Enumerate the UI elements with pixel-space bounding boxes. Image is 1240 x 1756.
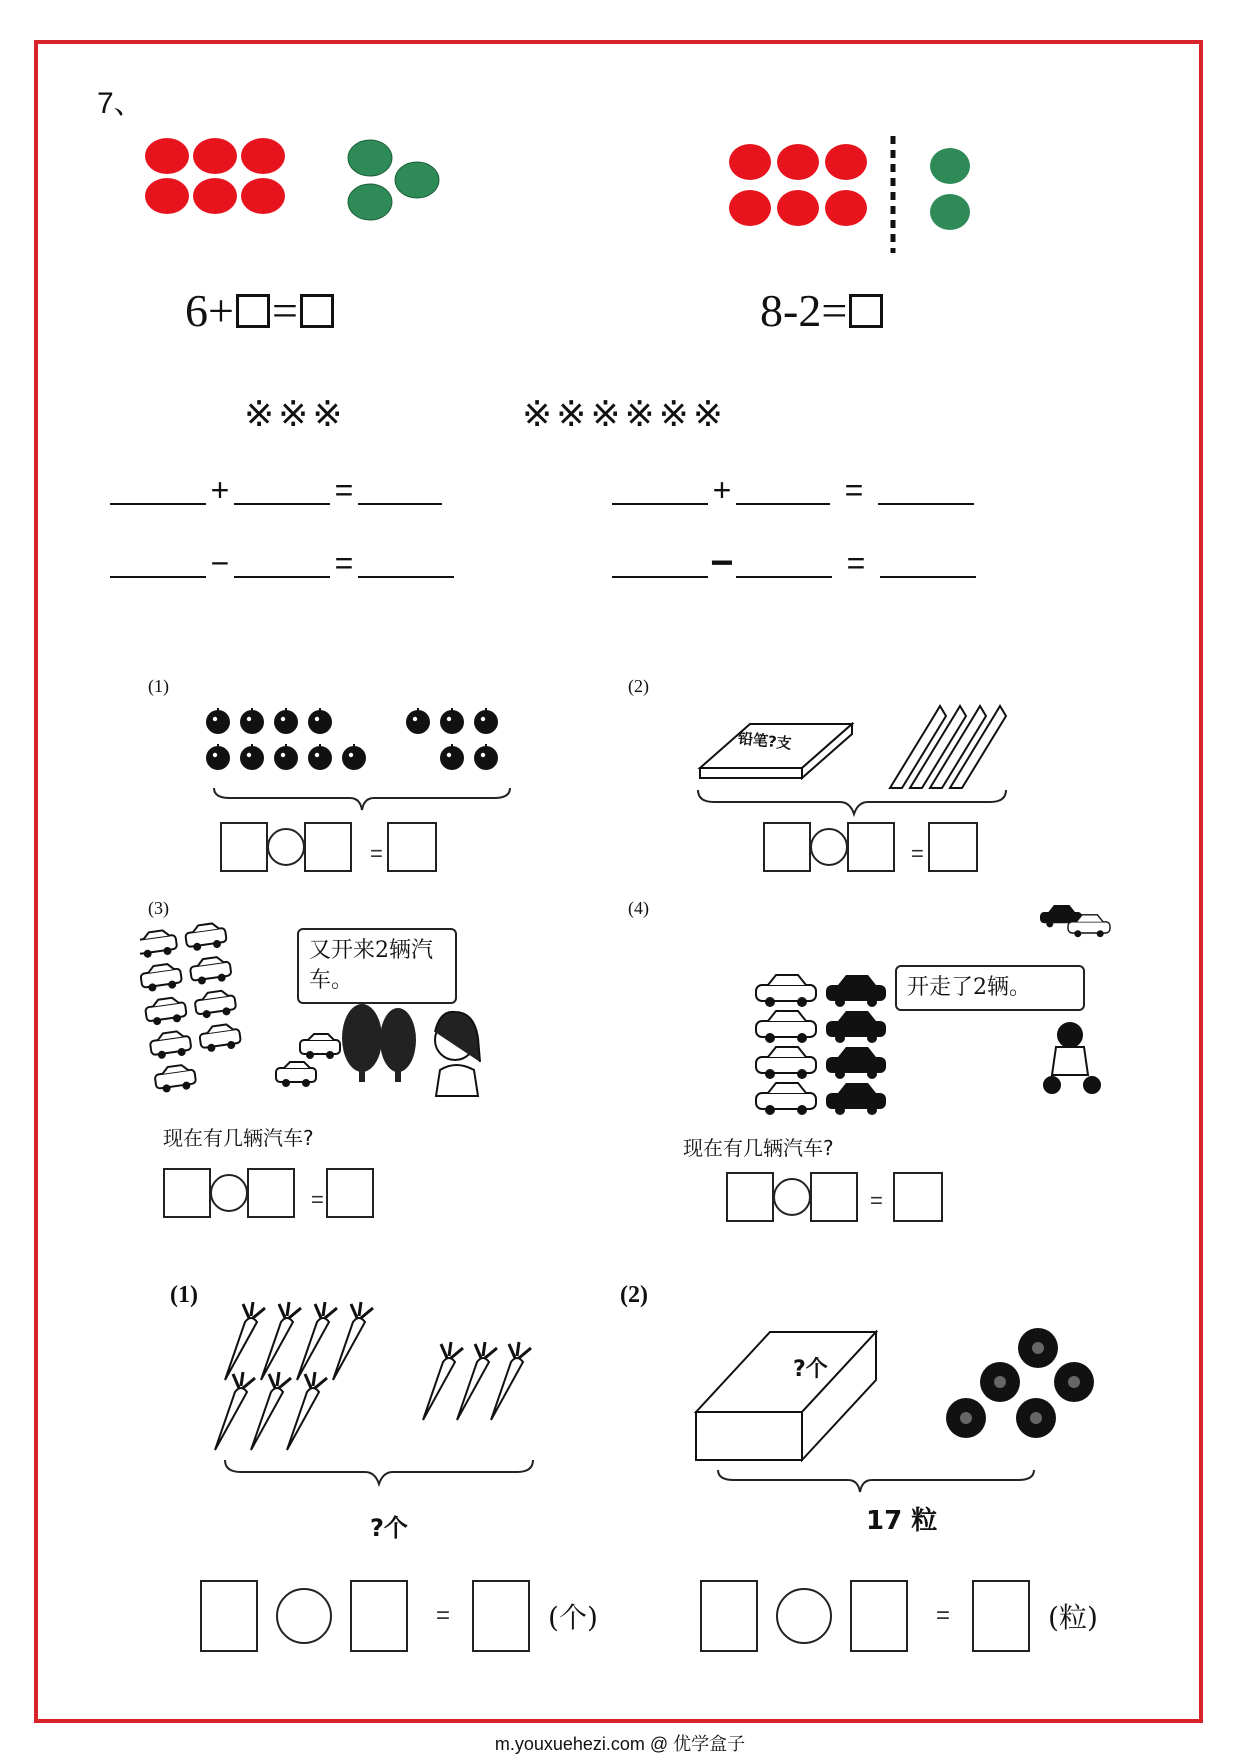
apples-illustration <box>200 700 520 820</box>
equals-sign: = <box>370 841 383 866</box>
brace <box>214 788 510 810</box>
equals-sign: = <box>846 545 866 581</box>
answer-box[interactable] <box>928 822 978 872</box>
operator-circle[interactable] <box>773 1178 811 1216</box>
carrots-illustration <box>205 1290 565 1490</box>
answer-box[interactable] <box>247 1168 295 1218</box>
red-dots <box>145 138 285 214</box>
arriving-cars <box>276 1034 340 1087</box>
answer-row-4 <box>726 1172 943 1222</box>
red-dot <box>729 190 771 226</box>
operator-circle[interactable] <box>276 1588 332 1644</box>
picture-label-c2: (2) <box>620 1282 648 1308</box>
apples-row-1 <box>206 708 498 734</box>
picture-label-1: (1) <box>148 676 169 696</box>
operator-circle[interactable] <box>210 1174 248 1212</box>
answer-blank[interactable] <box>612 574 708 578</box>
answer-row-2 <box>763 822 978 872</box>
red-dot <box>777 144 819 180</box>
green-dot <box>930 148 970 184</box>
equals-sign: = <box>436 1602 451 1629</box>
red-dot <box>729 144 771 180</box>
operator-circle[interactable] <box>776 1588 832 1644</box>
speech-text: 又开来2辆汽车。 <box>309 938 433 993</box>
carrots-group-right <box>423 1342 531 1420</box>
green-dot <box>348 184 392 220</box>
plus-sign: + <box>712 472 732 508</box>
carrots-group-left <box>215 1302 373 1450</box>
picture-label-2: (2) <box>628 676 649 696</box>
equation-right <box>760 284 883 337</box>
departing-cars <box>1040 905 1110 937</box>
answer-box[interactable] <box>726 1172 774 1222</box>
minus-sign: − <box>710 541 734 585</box>
bead-box-label: ?个 <box>793 1357 828 1382</box>
answer-blank[interactable] <box>110 574 206 578</box>
green-dot <box>930 194 970 230</box>
answer-box[interactable] <box>200 1580 258 1652</box>
unit-label: (个) <box>548 1601 598 1634</box>
dots-group-right <box>725 128 975 258</box>
answer-row-1 <box>220 822 437 872</box>
equals-sign: = <box>334 545 354 581</box>
blank-equation-sub-right <box>612 541 976 585</box>
marks-right: ※※※※※※ <box>522 394 727 435</box>
brace <box>718 1470 1034 1492</box>
answer-box[interactable] <box>700 1580 758 1652</box>
equals-sign: = <box>870 1188 883 1213</box>
parked-cars <box>140 922 246 1094</box>
blank-equation-add-right <box>612 472 974 508</box>
equation-left <box>185 284 334 337</box>
equals-sign: = <box>844 472 864 508</box>
blank-equation-sub-left <box>110 545 454 581</box>
answer-box[interactable] <box>893 1172 943 1222</box>
pencil-box-label: 铅笔?支 <box>737 729 793 753</box>
green-dot <box>395 162 439 198</box>
brace <box>698 790 1006 814</box>
girl <box>435 1012 480 1096</box>
equation-text: 6+ <box>185 285 234 336</box>
red-dot <box>825 144 867 180</box>
green-dots <box>930 148 970 230</box>
answer-box[interactable] <box>972 1580 1030 1652</box>
operator-circle[interactable] <box>267 828 305 866</box>
picture-label-4: (4) <box>628 898 649 918</box>
equals-sign: = <box>334 472 354 508</box>
marks-left: ※※※ <box>244 394 347 435</box>
answer-blank[interactable] <box>878 501 974 505</box>
answer-box[interactable] <box>350 1580 408 1652</box>
red-dot <box>145 138 189 174</box>
pencils-illustration <box>690 700 1060 825</box>
answer-row-3 <box>163 1168 374 1218</box>
answer-blank[interactable] <box>736 574 832 578</box>
answer-blank[interactable] <box>358 574 454 578</box>
speech-bubble-4 <box>895 965 1085 1011</box>
red-dot <box>145 178 189 214</box>
question-number: 7、 <box>97 87 144 120</box>
answer-box[interactable] <box>236 294 270 328</box>
picture-label-3: (3) <box>148 898 169 918</box>
red-dots <box>729 144 867 226</box>
black-cars <box>826 975 886 1115</box>
equals-sign: = <box>911 841 924 866</box>
red-dot <box>241 138 285 174</box>
red-dot <box>241 178 285 214</box>
answer-box[interactable] <box>220 822 268 872</box>
scooter-child <box>1044 1023 1100 1093</box>
operator-circle[interactable] <box>810 828 848 866</box>
answer-row-c1 <box>200 1580 598 1652</box>
answer-box[interactable] <box>387 822 437 872</box>
speech-bubble-3 <box>297 928 457 1004</box>
answer-box[interactable] <box>304 822 352 872</box>
red-dot <box>777 190 819 226</box>
answer-blank[interactable] <box>358 501 442 505</box>
total-label-c1: ?个 <box>370 1514 408 1542</box>
equation-text: 8-2= <box>760 285 848 336</box>
apples-row-2 <box>206 744 498 770</box>
dots-group-left <box>140 128 450 228</box>
answer-blank[interactable] <box>234 574 330 578</box>
answer-box[interactable] <box>472 1580 530 1652</box>
red-dot <box>825 190 867 226</box>
beads <box>946 1328 1094 1438</box>
total-label-c2: 17 粒 <box>866 1506 938 1536</box>
answer-box[interactable] <box>849 294 883 328</box>
green-dot <box>348 140 392 176</box>
equals-sign: = <box>936 1602 951 1629</box>
unit-label: (粒) <box>1048 1601 1098 1634</box>
picture-label-c1: (1) <box>170 1282 198 1308</box>
equals-text: = <box>271 285 298 336</box>
blank-equation-add-left <box>110 472 442 508</box>
pencils <box>890 706 1006 788</box>
bead-box <box>696 1332 876 1460</box>
green-dots <box>348 140 439 220</box>
answer-blank[interactable] <box>736 501 830 505</box>
answer-box[interactable] <box>326 1168 374 1218</box>
red-dot <box>193 138 237 174</box>
question-text-3: 现在有几辆汽车? <box>163 1126 314 1150</box>
question-text-4: 现在有几辆汽车? <box>683 1136 834 1160</box>
speech-text: 开走了2辆。 <box>907 975 1031 1000</box>
brace <box>225 1460 533 1484</box>
box-beads-illustration <box>690 1320 1110 1500</box>
white-cars <box>756 975 816 1115</box>
answer-box[interactable] <box>300 294 334 328</box>
answer-blank[interactable] <box>880 574 976 578</box>
answer-row-c2 <box>700 1580 1098 1652</box>
equals-sign: = <box>311 1187 324 1212</box>
minus-sign: − <box>210 545 230 581</box>
red-dot <box>193 178 237 214</box>
answer-box[interactable] <box>163 1168 211 1218</box>
trees <box>342 1004 416 1082</box>
answer-box[interactable] <box>850 1580 908 1652</box>
footer-watermark: m.youxuehezi.com @ 优学盒子 <box>494 1734 746 1754</box>
answer-box[interactable] <box>847 822 895 872</box>
answer-box[interactable] <box>810 1172 858 1222</box>
answer-blank[interactable] <box>234 501 330 505</box>
answer-blank[interactable] <box>612 501 708 505</box>
answer-box[interactable] <box>763 822 811 872</box>
answer-blank[interactable] <box>110 501 206 505</box>
plus-sign: + <box>210 472 230 508</box>
